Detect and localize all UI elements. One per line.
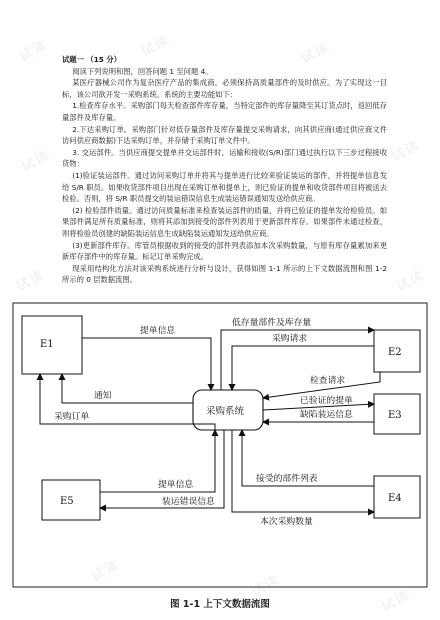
watermark: 试读 xyxy=(249,572,283,600)
watermark: 试读 xyxy=(299,39,333,67)
flow-purchase-request-label: 采购请求 xyxy=(272,334,308,344)
entity-e4 xyxy=(374,476,420,518)
flow-tihuo-top-label: 提单信息 xyxy=(140,326,176,336)
flow-notify xyxy=(62,374,193,403)
flow-purchase-qty xyxy=(232,430,374,512)
flow-verified-bill-label: 已验证的提单 xyxy=(300,396,353,406)
watermark: 试读 xyxy=(17,37,51,65)
entity-e2 xyxy=(374,330,420,372)
context-dataflow-diagram xyxy=(10,300,430,590)
watermark: 试读 xyxy=(139,32,173,60)
process-label: 采购系统 xyxy=(206,406,245,417)
entity-e1-label: E1 xyxy=(40,339,54,350)
step-3: (3)更新部件库存。库管员根据收到的接受的部件列表添加本次采购数量，与原有库存量累加来更新库存部件中的库存量。标记订单采购完成。 xyxy=(62,240,387,262)
question-text xyxy=(62,54,387,286)
flow-purchase-request xyxy=(232,346,374,390)
entity-e4-label: E4 xyxy=(388,493,402,504)
entity-e3 xyxy=(374,394,420,434)
closing-paragraph: 现采用结构化方法对该采购系统进行分析与设计，获得如图 1-1 所示的上下文数据流图和图 1-2 所示的 0 层数据流图。 xyxy=(62,263,387,285)
watermark: 试读 xyxy=(89,557,123,585)
figure-caption: 图 1-1 上下文数据流图 xyxy=(170,599,270,610)
question-heading: 试题一 （15 分） xyxy=(62,55,122,64)
function-item-1: 1.检查库存水平。采购部门每天检查部件库存量，当特定部件的库存量降至其订货点时，返回低存量部件及库存量。 xyxy=(62,101,387,122)
flow-tihuo-bottom-label: 提单信息 xyxy=(158,480,194,490)
function-item-2: 2.下达采购订单。采购部门针对低存量部件及库存量提交采购请求，向其供应商(通过供应商文件访问供应商数据)下达采购订单，并存储于采购订单文件中。 xyxy=(62,124,387,146)
flow-defect-info-label: 缺陷装运信息 xyxy=(300,410,353,420)
entity-e1 xyxy=(22,316,82,374)
entity-e2-label: E2 xyxy=(388,347,402,358)
watermark: 试读 xyxy=(14,267,48,295)
flow-tihuo-top xyxy=(82,338,211,390)
flow-shipping-error-label: 装运错误信息 xyxy=(162,497,215,507)
question-instruction: 阅读下列说明和图，回答问题 1 至问题 4。 xyxy=(72,66,213,76)
flow-notify-label: 通知 xyxy=(94,391,112,401)
question-intro: 某医疗器械公司作为复杂医疗产品的集成商，必须保持高质量部件的及时供应。为了实现这一目标，该公司欲开发一采购系统。系统的主要功能如下： xyxy=(62,78,387,99)
watermark: 试读 xyxy=(394,267,428,295)
step-2: (2) 检验部件质量。通过访问质量标准来检查装运部件的质量，并将已验证的提单发给检验员。如果部件满足所有质量标准，则将其添加到接受的部件列表用于更新部件库存。如果部件未通过检查，则将检验员创建的缺陷装运信息生成缺陷装运通知发送给供应商。 xyxy=(62,205,387,238)
entity-e5-label: E5 xyxy=(60,496,74,507)
flow-inspection-request-label: 检查请求 xyxy=(310,376,346,386)
flow-accepted-list-label: 接受的部件列表 xyxy=(256,474,318,484)
flow-purchase-order-label: 采购订单 xyxy=(54,412,90,422)
flow-purchase-qty-label: 本次采购数量 xyxy=(260,517,313,527)
watermark: 试读 xyxy=(19,147,53,175)
function-item-3: 3. 交运部件。当供应商提交提单并交运部件时，运输和接收(S/R)部门通过执行以下三步过程接收货物： xyxy=(62,147,387,169)
watermark: 试读 xyxy=(389,137,423,165)
watermark: 试读 xyxy=(379,587,413,615)
entity-e3-label: E3 xyxy=(388,410,402,421)
entity-e5 xyxy=(42,480,100,520)
step-1: (1)验证装运部件。通过访问采购订单并将其与提单进行比较来验证装运的部件，并将提单信息发给 S/R 职员。如果收货部件项目出现在采购订单和提单上，则已验证的提单和收货部件项目将被送去检验。否则，将 S/R 职员提交的装运错误信息生成装运错误通知发送给供应商。 xyxy=(62,170,387,204)
flow-low-stock-label: 低存量部件及库存量 xyxy=(232,318,312,328)
